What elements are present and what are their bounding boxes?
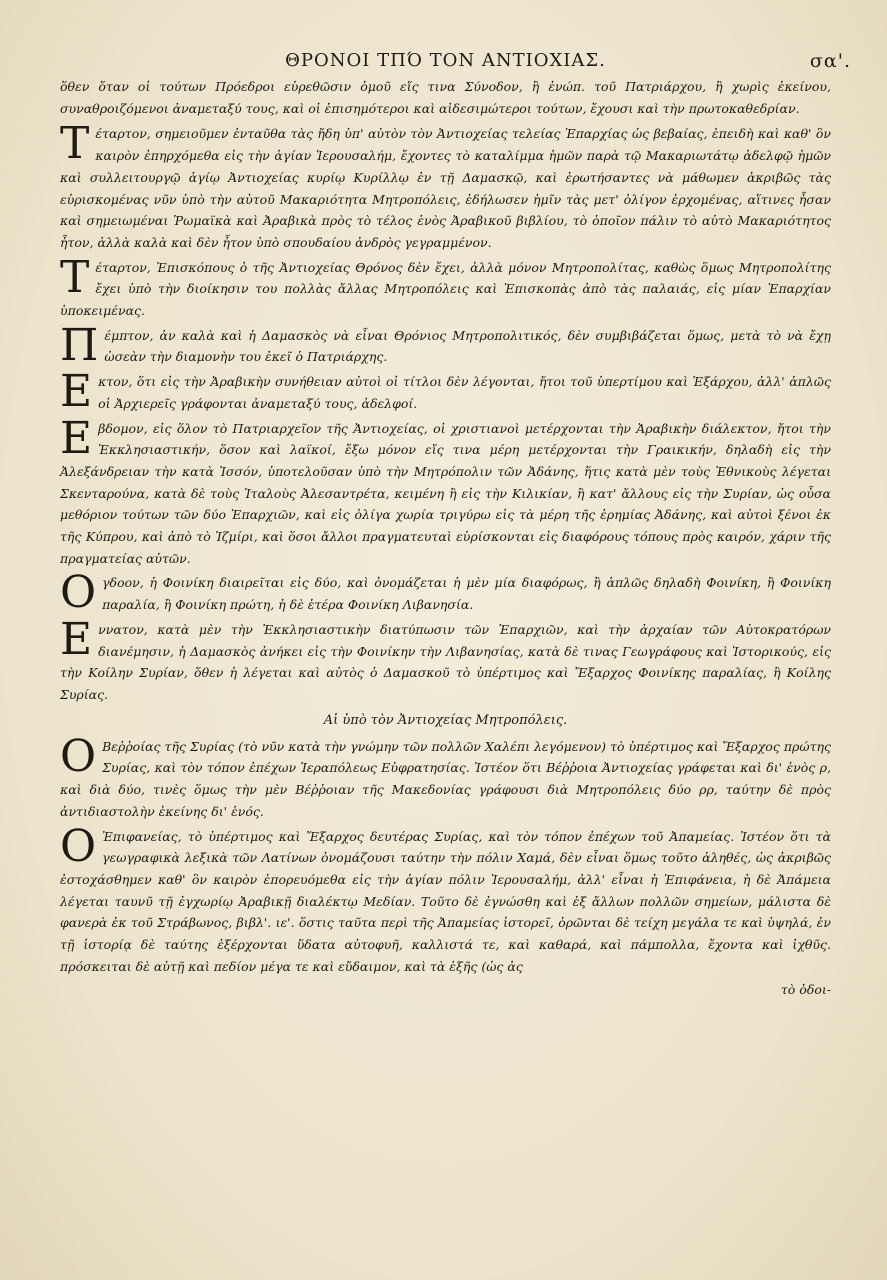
paragraph (60, 366, 831, 418)
paragraph-text: έμπτον, ἀν καλὰ καὶ ἡ Δαμασκὸς νὰ εἶναι Θρόνιος Μητροπολιτικός, δὲν συμβιβάζεται ὅμως, μετὰ τὸ νὰ ἔχῃ ὡσεὰν τὴν διαμονὴν του ἐκεῖ ὁ Πατριάρχης. (104, 327, 831, 365)
paragraph (60, 567, 831, 619)
paragraph-text: βδομον, εἰς ὅλον τὸ Πατριαρχεῖον τῆς Ἀντιοχείας, οἱ χριστιανοὶ μετέρχονται τὴν Ἀραβικὴν διάλεκτον, ἤτοι τὴν Ἐκκλησιαστικήν, ὅσον καὶ λαϊκοί, ἔξω μόνον εἴς τινα μέρη μετέρχονται τὴν Γραικικήν, δηλαδὴ εἰς τὴν Ἀλεξάνδρειαν τὴν κατὰ Ἰσσόν, ὑποτελοῦσαν ὑπὸ τὴν Μητρόπολιν τῶν Ἀδάνης, ἥτις κατὰ μὲν τοὺς Ἐθνικοὺς λέγεται Σκενταρούνα, κατὰ δὲ τοὺς Ἰταλοὺς Ἀλεσαντρέτα, κειμένη ἢ εἰς τὴν Κιλικίαν, ἢ κατ' ἄλλους εἰς τὴν Συρίαν, ὡς οὖσα μεθόριον τούτων τῶν δύο Ἐπαρχιῶν, καὶ εἰς ὀλίγα χωρία τριγύρω εἰς τὰ μέρη τῆς ἐρημίας Ἀδάνης, καὶ αὐτοὶ ξένοι ἐκ τῆς Κύπρου, καὶ ἀπὸ τὸ Ἰζμίρι, καὶ ὅσοι ἄλλοι πραγματευταὶ εὑρίσκονται εἰς διαφόρους τόπους πρὸς καιρόν, χάριν τῆς πραγματείας αὐτῶν. (60, 420, 831, 566)
paragraph (60, 118, 831, 253)
drop-initial: Ε (60, 412, 93, 464)
paragraph (60, 613, 831, 706)
page-header (60, 50, 851, 76)
drop-initial: Τ (60, 251, 90, 303)
paragraph (60, 251, 831, 322)
paragraph (60, 820, 831, 978)
paragraph-text: έταρτον, σημειοῦμεν ἐνταῦθα τὰς ἤδη ὑπ' αὐτὸν τὸν Ἀντιοχείας τελείας Ἐπαρχίας ὡς βεβαίας, ἐπειδὴ καὶ καθ' ὃν καιρὸν ἐπηρχόμεθα εἰς τὴν ἁγίαν Ἱερουσαλήμ, ἔχοντες τὸ καταλίμμα ἡμῶν παρὰ τῷ Μακαριωτάτῳ ἀδελφῷ ἡμῶν καὶ συλλειτουργῷ ἁγίῳ Ἀντιοχείας κυρίῳ Κυρίλλῳ ἐν τῇ Δαμασκῷ, καὶ ἐρωτήσαντες νὰ μάθωμεν ἀκριβῶς τὰς εὑρισκομένας νῦν ὑπὸ τὴν αὐτοῦ Μακαριότητα Μητροπόλεις, ἐδήλωσεν ἡμῖν τὰς μετ' ὀλίγον ἐρχομένας, αἵτινες ἦσαν καὶ σημειωμέναι Ῥωμαϊκὰ καὶ Ἀραβικὰ πρὸς τὸ τέλος ἑνὸς Ἀραβικοῦ βιβλίου, τὸ ὁποῖον πάλιν τὸ αὐτὸ Μακαριότητος ἦτον, ἀλλὰ καλὰ καὶ δὲν ἦτον ὑπὸ σπουδαίου ἀνδρὸς γεγραμμένον. (60, 126, 831, 250)
paragraph-text: Βεῤῥοίας τῆς Συρίας (τὸ νῦν κατὰ τὴν γνώμην τῶν πολλῶν Χαλέπι λεγόμενον) τὸ ὑπέρτιμος καὶ Ἔξαρχος πρώτης Συρίας, καὶ τὸν τόπον ἐπέχων Ἱεραπόλεως Εὐφρατησίας. Ἰστέον ὅτι Βέῤῥοια Ἀντιοχείας γράφεται καὶ δι' ἑνὸς ρ, καὶ διὰ δύο, τινὲς ὅμως τὴν μὲν Βέῤῥοιαν τῆς Μακεδονίας γράφουσι διὰ Μητροπόλεις δύο ρρ, ταύτην δὲ πρὸς ἀντιδιαστολὴν ἐκείνης δι' ἑνός. (60, 738, 831, 819)
drop-initial: Ε (60, 613, 93, 665)
paragraph-text: ννατον, κατὰ μὲν τὴν Ἐκκλησιαστικὴν διατύπωσιν τῶν Ἐπαρχιῶν, καὶ τὴν ἀρχαίαν τῶν Αὐτοκρατόρων διανέμησιν, ἡ Δαμασκὸς ἀνήκει εἰς τὴν Φοινίκην τὴν Λιβανησίας, κατὰ δὲ τινας Γεωγράφους καὶ Ἱστορικούς, εἰς τὴν Κοίλην Συρίαν, ὅθεν ἡ λέγεται καὶ αὐτὸς ὁ Δαμασκοῦ τὸ ὑπέρτιμος καὶ Ἔξαρχος Φοινίκης παραλίας, ἢ Κοίλης Συρίας. (60, 621, 831, 702)
catchword: τὸ ὁδοι- (780, 982, 831, 998)
paragraph-text: κτον, ὅτι εἰς τὴν Ἀραβικὴν συνήθειαν αὐτοὶ οἱ τίτλοι δὲν λέγονται, ἤτοι τοῦ ὑπερτίμου καὶ Ἐξάρχου, ἀλλ' ἁπλῶς οἱ Ἀρχιερεῖς γράφονται ἀναμεταξύ τους, ἀδελφοί. (98, 374, 831, 411)
paragraph (60, 730, 831, 823)
paragraph-text: έταρτον, Ἐπισκόπους ὁ τῆς Ἀντιοχείας Θρόνος δὲν ἔχει, ἀλλὰ μόνον Μητροπολίτας, καθὼς ὅμως Μητροπολίτης ἔχει ὑπὸ τὴν διοίκησιν του πολλὰς ἄλλας Μητροπόλεις καὶ Ἐπισκοπὰς ἀπὸ τὰς παλαιάς, εἰς μίαν Ἐπαρχίαν ὑποκειμένας. (60, 259, 831, 319)
paragraph-text: γδοον, ἡ Φοινίκη διαιρεῖται εἰς δύο, καὶ ὀνομάζεται ἡ μὲν μία διαφόρως, ἢ ἁπλῶς δηλαδὴ Φοινίκη, ἢ Φοινίκη παραλία, ἢ Φοινίκη πρώτη, ἡ δὲ ἑτέρα Φοινίκη Λιβανησία. (102, 575, 831, 613)
paragraph (60, 412, 831, 570)
drop-initial: Π (60, 319, 99, 371)
folio-number: σα'. (809, 50, 851, 72)
drop-initial: Τ (60, 118, 90, 170)
section-subheading: Αἱ ὑπὸ τὸν Ἀντιοχείας Μητροπόλεις. (323, 712, 568, 728)
drop-initial: Ο (60, 820, 97, 872)
running-title: ΘΡΟΝΟΙ ΤΠΌ ΤΟΝ ΑΝΤΙΟΧΙΑΣ. (285, 50, 606, 71)
intro-paragraph: ὅθεν ὅταν οἱ τούτων Πρόεδροι εὑρεθῶσιν ὁμοῦ εἴς τινα Σύνοδον, ἢ ἐνώπ. τοῦ Πατριάρχου, ἢ χωρὶς ἐκείνου, συναθροιζόμενοι ἀναμεταξύ τους, καὶ οἱ ἐπισημότεροι καὶ αἰδεσιμώτεροι τούτων, ἔχουσι καὶ τὴν πρωτοκαθεδρίαν. (60, 79, 831, 116)
drop-initial: Ε (60, 366, 93, 418)
paragraph-text: Ἐπιφανείας, τὸ ὑπέρτιμος καὶ Ἔξαρχος δευτέρας Συρίας, καὶ τὸν τόπον ἐπέχων τοῦ Ἀπαμείας. Ἰστέον ὅτι τὰ γεωγραφικὰ λεξικὰ τῶν Λατίνων ὀνομάζουσι ταύτην τὴν πόλιν Χαμά, δὲν εἶναι ὅμως τοῦτο ἀληθές, ὡς ἀκριβῶς ἐστοχάσθημεν καθ' ὃν καιρὸν ἐπορευόμεθα εἰς τὴν ἁγίαν πόλιν Ἱερουσαλήμ, ἀλλ' εἶναι ἡ Ἐπιφάνεια, ἡ δὲ Ἀπάμεια λέγεται ταυνῦ τῇ ἐγχωρίῳ Ἀραβικῇ διαλέκτῳ Μεδίαν. Τοῦτο δὲ ἐγνώσθη καὶ ἐξ ἄλλων πολλῶν σημείων, μάλιστα δὲ φανερὰ ἐκ τοῦ Στράβωνος, βιβλ'. ιε'. ὅστις ταῦτα περὶ τῆς Ἀπαμείας ἱστορεῖ, ὁρῶνται δὲ τείχη μεγάλα τε καὶ ὑψηλά, ἐν τῇ ἱστορίᾳ δὲ ταύτης ἐξέρχονται ὕδατα αὐτοφυῆ, καλλιστά τε, καὶ καθαρά, καὶ πάμπολλα, ἔχοντα καὶ ἰχθῦς. πρόσκειται δὲ αὐτῇ καὶ πεδίον μέγα τε καὶ εὔδαιμον, καὶ τὰ ἑξῆς (ὡς ἀς (60, 828, 831, 974)
paragraph (60, 319, 831, 371)
drop-initial: Ο (60, 730, 97, 782)
drop-initial: Ο (60, 567, 97, 619)
